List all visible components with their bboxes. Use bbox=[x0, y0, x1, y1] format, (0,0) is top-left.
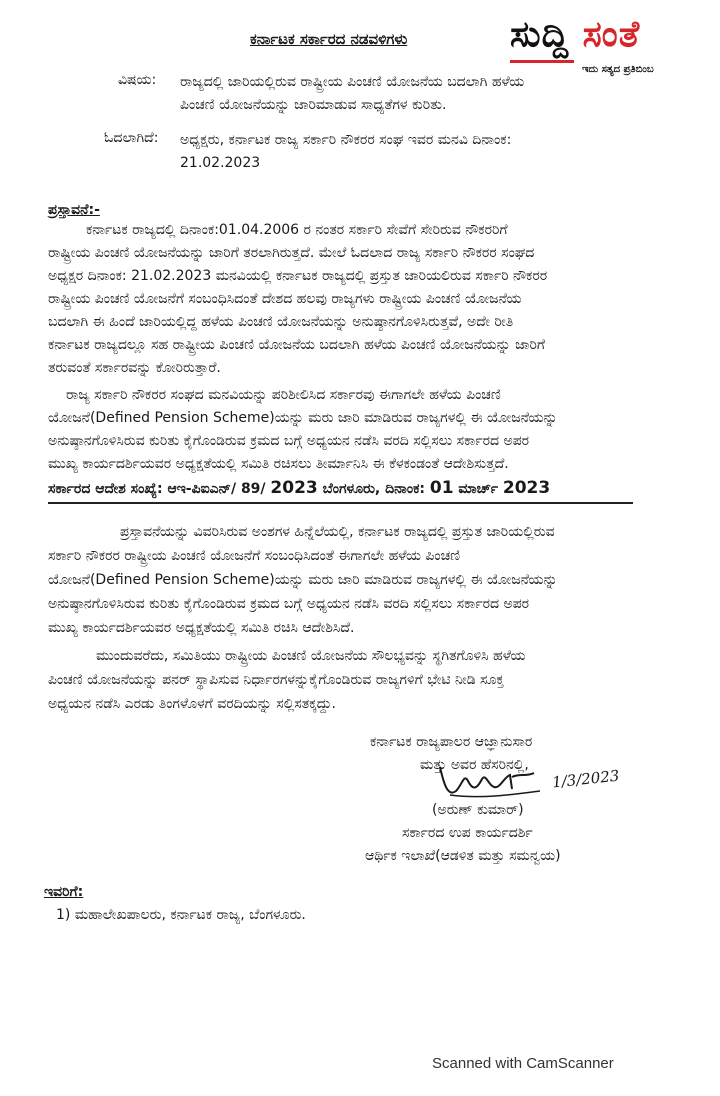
order-p2-line-3: ಅಧ್ಯಯನ ನಡೆಸಿ ಎರಡು ತಿಂಗಳೊಳಗೆ ವರದಿಯನ್ನು ಸಲ್ಲಿಸತಕ್ಕದ್ದು. bbox=[48, 696, 336, 712]
recipients-label: ಇವರಿಗೆ: bbox=[44, 884, 84, 900]
subject-label: ವಿಷಯ: bbox=[118, 72, 157, 88]
preamble-p1-line-3: ಅಧ್ಯಕ್ಷರ ದಿನಾಂಕ: 21.02.2023 ಮನವಿಯಲ್ಲಿ ಕರ್ನಾಟಕ ರಾಜ್ಯದಲ್ಲಿ ಪ್ರಸ್ತುತ ಜಾರಿಯಲಿರುವ ಸರ್ಕಾರಿ ನೌಕರರ bbox=[48, 268, 548, 284]
order-month: ಮಾರ್ಚ್ bbox=[458, 481, 499, 497]
preamble-p1-line-4: ರಾಷ್ಟ್ರೀಯ ಪಿಂಚಣಿ ಯೋಜನೆಗೆ ಸಂಬಂಧಿಸಿದಂತೆ ದೇಶದ ಹಲವು ರಾಜ್ಯಗಳು ರಾಷ್ಟ್ರೀಯ ಪಿಂಚಣಿ ಯೋಜನೆಯ bbox=[48, 291, 522, 307]
logo-tagline: ಇದು ಸತ್ಯದ ಪ್ರತಿಬಿಂಬ bbox=[582, 64, 654, 75]
order-p1-line-5: ಮುಖ್ಯ ಕಾರ್ಯದರ್ಶಿಯವರ ಅಧ್ಯಕ್ಷತೆಯಲ್ಲಿ ಸಮಿತಿ ರಚಿಸಿ ಆದೇಶಿಸಿದೆ. bbox=[48, 620, 355, 636]
recipient-item: 1) ಮಹಾಲೇಖಪಾಲರು, ಕರ್ನಾಟಕ ರಾಜ್ಯ, ಬೆಂಗಳೂರು. bbox=[56, 907, 306, 923]
preamble-p2-line-3: ಅನುಷ್ಠಾನಗೊಳಿಸಿರುವ ಕುರಿತು ಕೈಗೊಂಡಿರುವ ಕ್ರಮದ ಬಗ್ಗೆ ಅಧ್ಯಯನ ನಡೆಸಿ ವರದಿ ಸಲ್ಲಿಸಲು ಸರ್ಕಾರದ ಅಪರ bbox=[48, 433, 530, 449]
preamble-p2-line-4: ಮುಖ್ಯ ಕಾರ್ಯದರ್ಶಿಯವರ ಅಧ್ಯಕ್ಷತೆಯಲ್ಲಿ ಸಮಿತಿ ರಚಿಸಲು ತೀರ್ಮಾನಿಸಿ ಈ ಕೆಳಕಂಡಂತೆ ಆದೇಶಿಸುತ್ತದೆ. bbox=[48, 456, 509, 472]
logo-text: ಸುದ್ದಿ ಸಂತೆ bbox=[510, 14, 641, 55]
reference-label: ಓದಲಾಗಿದೆ: bbox=[104, 130, 159, 146]
preamble-p1-line-7: ತರುವಂತೆ ಸರ್ಕಾರವನ್ನು ಕೋರಿರುತ್ತಾರೆ. bbox=[48, 360, 221, 376]
signatory-name: (ಅರುಣ್ ಕುಮಾರ್) bbox=[432, 802, 524, 818]
preamble-p2-line-1: ರಾಜ್ಯ ಸರ್ಕಾರಿ ನೌಕರರ ಸಂಘದ ಮನವಿಯನ್ನು ಪರಿಶೀಲಿಸಿದ ಸರ್ಕಾರವು ಈಗಾಗಲೇ ಹಳೆಯ ಪಿಂಚಣಿ bbox=[66, 387, 501, 403]
order-p1-line-2: ಸರ್ಕಾರಿ ನೌಕರರ ರಾಷ್ಟ್ರೀಯ ಪಿಂಚಣಿ ಯೋಜನೆಗೆ ಸಂಬಂಧಿಸಿದಂತೆ ಈಗಾಗಲೇ ಹಳೆಯ ಪಿಂಚಣಿ bbox=[48, 548, 461, 564]
preamble-title: ಪ್ರಸ್ತಾವನೆ:- bbox=[48, 202, 100, 218]
order-date-year: 2023 bbox=[502, 478, 551, 498]
subject-line-2: ಪಿಂಚಣಿ ಯೋಜನೆಯನ್ನು ಜಾರಿಮಾಡುವ ಸಾಧ್ಯತೆಗಳ ಕುರಿತು. bbox=[180, 97, 447, 113]
order-p1-line-4: ಅನುಷ್ಠಾನಗೊಳಿಸಿರುವ ಕುರಿತು ಕೈಗೊಂಡಿರುವ ಕ್ರಮದ ಬಗ್ಗೆ ಅಧ್ಯಯನ ನಡೆಸಿ ವರದಿ ಸಲ್ಲಿಸಲು ಸರ್ಕಾರದ ಅಪರ bbox=[48, 596, 530, 612]
preamble-p1-line-2: ರಾಷ್ಟ್ರೀಯ ಪಿಂಚಣಿ ಯೋಜನೆಯನ್ನು ಜಾರಿಗೆ ತರಲಾಗಿರುತ್ತದೆ. ಮೇಲೆ ಓದಲಾದ ರಾಜ್ಯ ಸರ್ಕಾರಿ ನೌಕರರ ಸಂಘದ bbox=[48, 245, 535, 261]
signature-name-line: ಮತ್ತು ಅವರ ಹೆಸರಿನಲ್ಲಿ, bbox=[420, 757, 529, 773]
order-p2-line-2: ಪಿಂಚಣಿ ಯೋಜನೆಯನ್ನು ಪನರ್ ಸ್ಥಾಪಿಸುವ ನಿರ್ಧಾರಗಳನ್ನುಕೈಗೊಂಡಿರುವ ರಾಜ್ಯಗಳಿಗೆ ಭೇಟಿ ನೀಡಿ ಸೂಕ್ತ bbox=[48, 672, 504, 688]
order-p1-line-1: ಪ್ರಸ್ತಾವನೆಯನ್ನು ವಿವರಿಸಿರುವ ಅಂಶಗಳ ಹಿನ್ನೆಲೆಯಲ್ಲಿ, ಕರ್ನಾಟಕ ರಾಜ್ಯದಲ್ಲಿ ಪ್ರಸ್ತುತ ಜಾರಿಯಲ್ಲಿರುವ bbox=[120, 524, 555, 540]
order-day: 01 bbox=[429, 478, 454, 498]
signature-authority-line: ಕರ್ನಾಟಕ ರಾಜ್ಯಪಾಲರ ಆಜ್ಞಾನುಸಾರ bbox=[370, 734, 533, 750]
preamble-p1-line-6: ಕರ್ನಾಟಕ ರಾಜ್ಯದಲ್ಲೂ ಸಹ ರಾಷ್ಟ್ರೀಯ ಪಿಂಚಣಿ ಯೋಜನೆಯ ಬದಲಾಗಿ ಹಳೆಯ ಪಿಂಚಣಿ ಯೋಜನೆಯನ್ನು ಜಾರಿಗೆ bbox=[48, 337, 545, 353]
order-place-date-label: ಬೆಂಗಳೂರು, ದಿನಾಂಕ: bbox=[322, 481, 425, 497]
order-number-prefix: ಸರ್ಕಾರದ ಆದೇಶ ಸಂಖ್ಯೆ: ಆಇ-ಪಿಐಎನ್/ 89/ bbox=[48, 481, 266, 497]
handwritten-date: 1/3/2023 bbox=[551, 766, 621, 792]
signatory-designation: ಸರ್ಕಾರದ ಉಪ ಕಾರ್ಯದರ್ಶಿ bbox=[402, 825, 533, 841]
order-p1-line-3: ಯೋಜನೆ(Defined Pension Scheme)ಯನ್ನು ಮರು ಜಾರಿ ಮಾಡಿರುವ ರಾಜ್ಯಗಳಲ್ಲಿ ಈ ಯೋಜನೆಯನ್ನು bbox=[48, 572, 558, 588]
reference-line-2: 21.02.2023 bbox=[180, 155, 261, 171]
reference-line-1: ಅಧ್ಯಕ್ಷರು, ಕರ್ನಾಟಕ ರಾಜ್ಯ ಸರ್ಕಾರಿ ನೌಕರರ ಸಂಘ ಇವರ ಮನವಿ ದಿನಾಂಕ: bbox=[180, 132, 512, 148]
preamble-p1-line-5: ಬದಲಾಗಿ ಈ ಹಿಂದೆ ಜಾರಿಯಲ್ಲಿದ್ದ ಹಳೆಯ ಪಿಂಚಣಿ ಯೋಜನೆಯನ್ನು ಅನುಷ್ಠಾನಗೊಳಿಸಿರುತ್ತವೆ, ಅದೇ ರೀತಿ bbox=[48, 314, 514, 330]
handwritten-signature bbox=[430, 755, 550, 805]
preamble-p1-line-1: ಕರ್ನಾಟಕ ರಾಜ್ಯದಲ್ಲಿ ದಿನಾಂಕ:01.04.2006 ರ ನಂತರ ಸರ್ಕಾರಿ ಸೇವೆಗೆ ಸೇರಿರುವ ನೌಕರರಿಗೆ bbox=[86, 222, 508, 238]
signatory-department: ಆರ್ಥಿಕ ಇಲಾಖೆ(ಆಡಳಿತ ಮತ್ತು ಸಮನ್ವಯ) bbox=[365, 848, 561, 864]
order-reference bbox=[48, 478, 633, 504]
order-p2-line-1: ಮುಂದುವರೆದು, ಸಮಿತಿಯು ರಾಷ್ಟ್ರೀಯ ಪಿಂಚಣಿ ಯೋಜನೆಯ ಸೌಲಭ್ಯವನ್ನು ಸ್ಥಗಿತಗೊಳಿಸಿ ಹಳೆಯ bbox=[96, 648, 526, 664]
subject-line-1: ರಾಜ್ಯದಲ್ಲಿ ಜಾರಿಯಲ್ಲಿರುವ ರಾಷ್ಟ್ರೀಯ ಪಿಂಚಣಿ ಯೋಜನೆಯ ಬದಲಾಗಿ ಹಳೆಯ bbox=[180, 74, 525, 90]
logo-underline bbox=[510, 60, 574, 63]
news-logo bbox=[510, 14, 715, 84]
scanner-watermark: Scanned with CamScanner bbox=[432, 1055, 614, 1072]
preamble-p2-line-2: ಯೋಜನೆ(Defined Pension Scheme)ಯನ್ನು ಮರು ಜಾರಿ ಮಾಡಿರುವ ರಾಜ್ಯಗಳಲ್ಲಿ ಈ ಯೋಜನೆಯನ್ನು bbox=[48, 410, 558, 426]
order-year: 2023 bbox=[270, 478, 318, 498]
document-heading: ಕರ್ನಾಟಕ ಸರ್ಕಾರದ ನಡವಳಿಗಳು bbox=[250, 30, 408, 48]
